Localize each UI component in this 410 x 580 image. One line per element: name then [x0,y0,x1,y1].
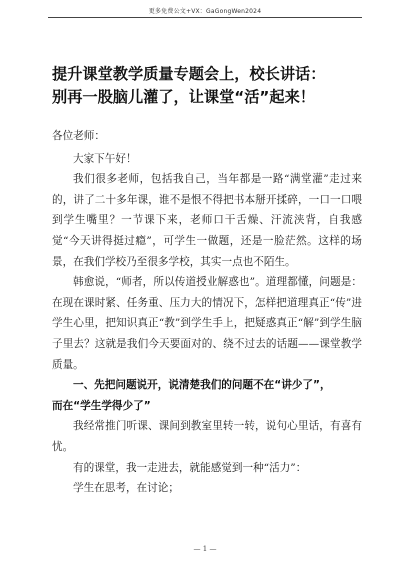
page-header: 更多免费公文+VX：GaGongWen2024 [148,8,262,15]
paragraph: 我经常推门听课、课间到教室里转一转，说句心里话，有喜有忧。 [52,420,362,453]
greeting: 大家下午好！ [73,152,137,165]
section-heading-line-1: 一、先把问题说开，说清楚我们的问题不在“讲少了”， [73,379,331,392]
document-title [52,63,372,109]
title-line-1: 提升课堂教学质量专题会上，校长讲话： [52,65,326,83]
paragraph: 学生在思考，在讨论； [73,482,179,495]
paragraph: 我们很多老师，包括我自己，当年都是一路“满堂灌”走过来的，讲了二十多年课，谁不是恨不得把书本掰开揉碎，一口一口喂到学生嘴里？一节课下来，老师口干舌燥、汗流浃背，自我感觉“今天讲得挺过瘾”，可学生一做题，还是一脸茫然。这样的场景，在我们学校乃至很多学校，其实一点也不陌生。 [52,173,362,268]
salutation: 各位老师： [52,130,105,142]
section-heading-line-2: 而在“学生学得少了” [52,399,151,412]
document-body [52,126,362,499]
paragraph: 韩愈说，“师者，所以传道授业解惑也”。道理都懂，问题是：在现在课时紧、任务重、压力大的情况下，怎样把道理真正“传”进学生心里，把知识真正“教”到学生手上，把疑惑真正“解”到学生脑子里去？这就是我们今天要面对的、绕不过去的话题——课堂教学质量。 [52,276,362,371]
title-line-2: 别再一股脑儿灌了，让课堂“活”起来！ [52,88,315,106]
page-number: — 1 — [193,545,217,553]
paragraph: 有的课堂，我一走进去，就能感觉到一种“活力”： [73,461,307,474]
section-heading [52,375,362,416]
header-divider [48,17,362,18]
